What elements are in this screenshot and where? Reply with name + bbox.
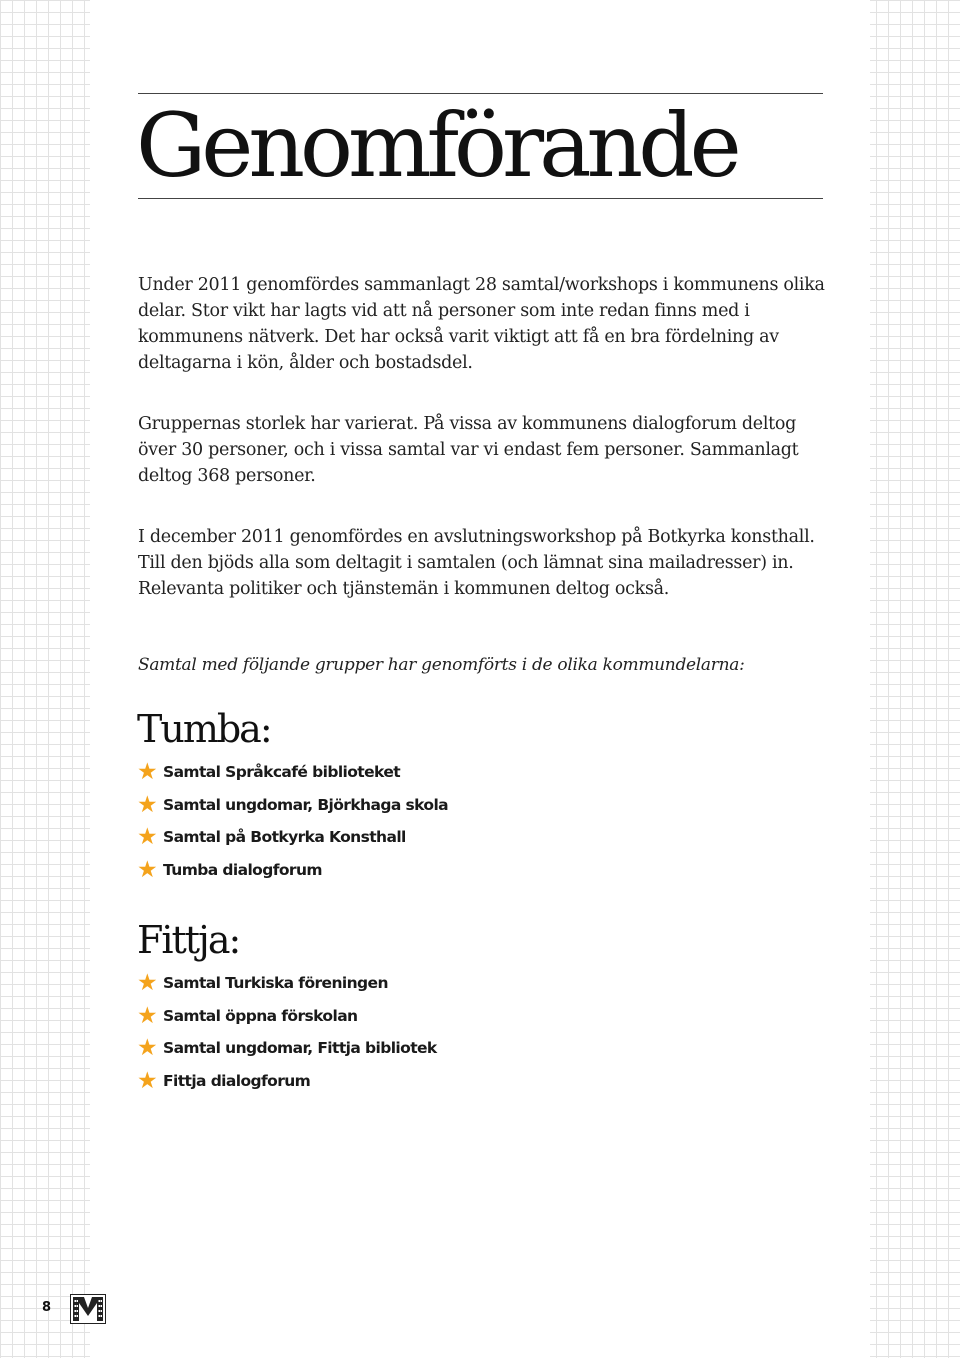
star-icon: ★ <box>137 791 158 818</box>
star-icon: ★ <box>137 1068 158 1095</box>
list-item: ★ Samtal ungdomar, Fittja bibliotek <box>137 1035 437 1062</box>
list-item: ★ Samtal Turkiska föreningen <box>137 970 388 997</box>
star-icon: ★ <box>137 1002 158 1029</box>
page-number: 8 <box>42 1300 52 1315</box>
list-item: ★ Samtal öppna förskolan <box>137 1002 358 1029</box>
list-item: ★ Fittja dialogforum <box>137 1068 311 1095</box>
tumba-list <box>137 756 448 886</box>
paragraph-participation: Under 2011 genomfördes sammanlagt 28 samtal/workshops i kommunens olika delar. Stor vikt har lagts vid att nå personer som inte redan finns med i kommunens nätverk. Det har också varit viktigt att få en bra fördelning av deltagarna i kön, ålder och bostadsdel. <box>138 275 825 373</box>
star-icon: ★ <box>137 759 158 786</box>
section-title-fittja: Fittja: <box>137 918 240 962</box>
page-title: Genomförande <box>136 94 737 197</box>
section-title-tumba: Tumba: <box>137 707 271 751</box>
page-background <box>90 0 870 1358</box>
star-icon: ★ <box>137 857 158 884</box>
paragraph-group-size: Gruppernas storlek har varierat. På vissa av kommunens dialogforum deltog över 30 personer, och i vissa samtal var vi endast fem personer. Sammanlagt deltog 368 personer. <box>138 414 799 486</box>
title-rule-bottom <box>138 198 823 199</box>
star-icon: ★ <box>137 1035 158 1062</box>
list-item: ★ Tumba dialogforum <box>137 857 322 884</box>
botkyrka-m-logo-icon <box>70 1294 106 1324</box>
fittja-list <box>137 967 437 1097</box>
paragraph-final-workshop: I december 2011 genomfördes en avslutningsworkshop på Botkyrka konsthall. Till den bjöds alla som deltagit i samtalen (och lämnat sina mailadresser) in. Relevanta politiker och tjänstemän i kommunen deltog också. <box>138 527 815 599</box>
groups-intro: Samtal med följande grupper har genomförts i de olika kommundelarna: <box>138 655 745 675</box>
list-item: ★ Samtal på Botkyrka Konsthall <box>137 824 406 851</box>
star-icon: ★ <box>137 824 158 851</box>
star-icon: ★ <box>137 970 158 997</box>
list-item: ★ Samtal ungdomar, Björkhaga skola <box>137 791 449 818</box>
list-item: ★ Samtal Språkcafé biblioteket <box>137 759 401 786</box>
